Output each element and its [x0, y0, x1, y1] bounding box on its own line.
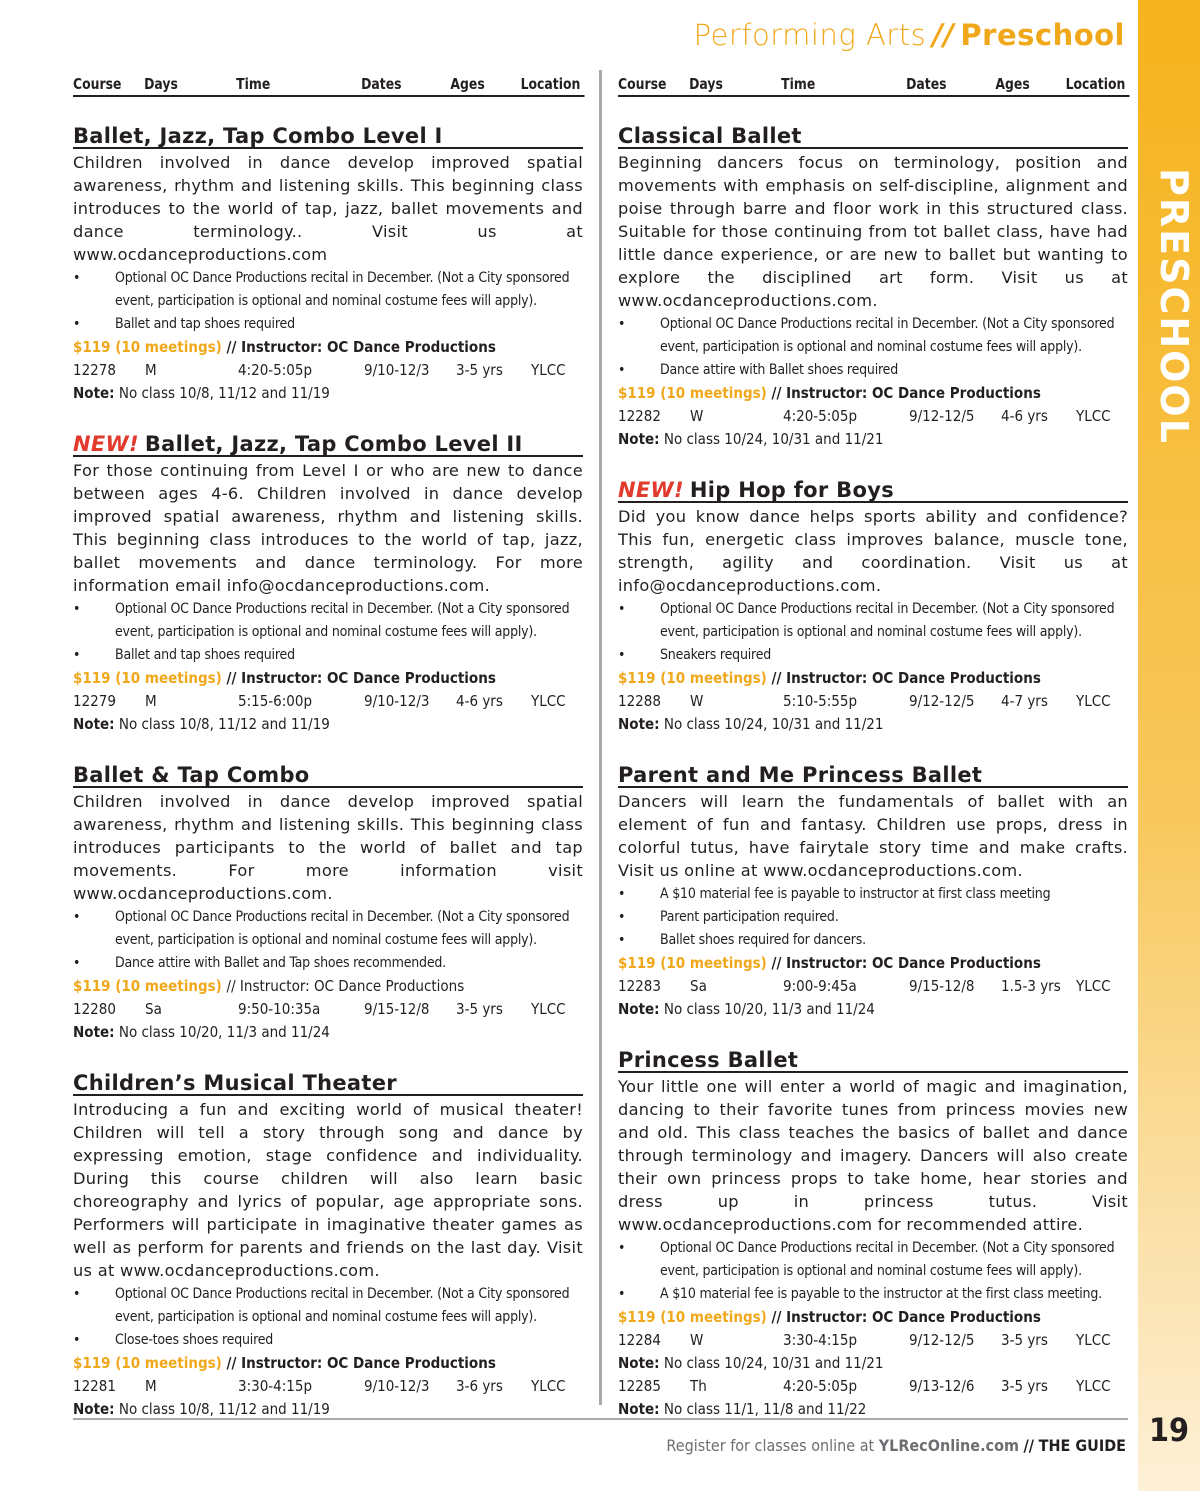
note-label: Note:	[618, 715, 660, 733]
price-line	[618, 667, 1128, 690]
note-text: No class 10/8, 11/12 and 11/19	[118, 384, 330, 402]
session-dates: 9/15-12/8	[364, 1000, 430, 1018]
course-number: 12278	[73, 361, 116, 379]
note-text: No class 10/20, 11/3 and 11/24	[118, 1023, 330, 1041]
instructor: // Instructor: OC Dance Productions	[226, 977, 465, 995]
note	[618, 998, 1128, 1021]
session-ages: 1.5-3 yrs	[1001, 977, 1061, 995]
bullet-item: • Optional OC Dance Productions recital in December. (Not a City sponsored event, participation is optional and nominal costume fees will apply).	[73, 267, 583, 313]
price: $119 (10 meetings)	[618, 384, 767, 402]
header-dates: Dates	[361, 75, 402, 93]
course-bullets	[73, 267, 583, 336]
note	[73, 1021, 583, 1044]
course-description: Children involved in dance develop improved spatial awareness, rhythm and listening skills. This beginning class introduces to the world of tap, jazz, ballet movements and dance terminology.. Visit us at www.ocdanceproductions.com	[73, 153, 583, 264]
session-location: YLCC	[1076, 977, 1111, 995]
session-location: YLCC	[531, 692, 566, 710]
session-row	[618, 690, 1128, 713]
price: $119 (10 meetings)	[618, 669, 767, 687]
course-number: 12288	[618, 692, 661, 710]
session-days: W	[690, 1331, 704, 1349]
note-text: No class 10/20, 11/3 and 11/24	[663, 1000, 875, 1018]
note	[618, 713, 1128, 736]
header-dates: Dates	[906, 75, 947, 93]
course-number: 12285	[618, 1377, 661, 1395]
price-line	[618, 382, 1128, 405]
instructor: // Instructor: OC Dance Productions	[226, 669, 496, 687]
section-subtitle: Preschool	[960, 18, 1125, 52]
price: $119 (10 meetings)	[618, 1308, 767, 1326]
course-bullets	[618, 883, 1128, 952]
session-row	[73, 1375, 583, 1398]
session-ages: 4-6 yrs	[1001, 407, 1048, 425]
course-title: Ballet & Tap Combo	[73, 764, 583, 788]
header-days: Days	[144, 75, 178, 93]
header-ages: Ages	[995, 75, 1030, 93]
bullet-item: • Dance attire with Ballet shoes required	[618, 359, 1128, 382]
bullet-item: • Dance attire with Ballet and Tap shoes recommended.	[73, 952, 583, 975]
course-title: Princess Ballet	[618, 1049, 1128, 1073]
note	[73, 382, 583, 405]
session-location: YLCC	[531, 1000, 566, 1018]
course-title-text: Ballet, Jazz, Tap Combo Level II	[144, 432, 523, 456]
bullet-item: • Optional OC Dance Productions recital in December. (Not a City sponsored event, participation is optional and nominal costume fees will apply).	[73, 598, 583, 644]
header-course: Course	[73, 75, 122, 93]
note-text: No class 10/8, 11/12 and 11/19	[118, 715, 330, 733]
session-dates: 9/12-12/5	[909, 692, 975, 710]
new-badge: NEW!	[73, 432, 139, 456]
session-days: M	[145, 1377, 157, 1395]
bullet-item: • A $10 material fee is payable to instructor at first class meeting	[618, 883, 1128, 906]
note-label: Note:	[73, 1400, 115, 1418]
left-column	[73, 70, 583, 1421]
header-days: Days	[689, 75, 723, 93]
course-title-text: Hip Hop for Boys	[689, 478, 894, 502]
session-ages: 4-7 yrs	[1001, 692, 1048, 710]
course-number: 12282	[618, 407, 661, 425]
course-block	[73, 1072, 583, 1421]
header-course: Course	[618, 75, 667, 93]
note-text: No class 10/8, 11/12 and 11/19	[118, 1400, 330, 1418]
bullet-item: • Ballet and tap shoes required	[73, 644, 583, 667]
course-number: 12280	[73, 1000, 116, 1018]
instructor: // Instructor: OC Dance Productions	[771, 954, 1041, 972]
course-description: Your little one will enter a world of magic and imagination, dancing to their favorite tunes from princess movies new and old. This class teaches the basics of ballet and dance through terminology and imagery. Dancers will also create their own princess props to take home, hear stories and dress up in princess tutus. Visit www.ocdanceproductions.com for recommended attire.	[618, 1077, 1128, 1234]
price: $119 (10 meetings)	[73, 669, 222, 687]
session-dates: 9/10-12/3	[364, 1377, 430, 1395]
note-label: Note:	[73, 1023, 115, 1041]
course-block	[73, 125, 583, 405]
bullet-item: • Optional OC Dance Productions recital in December. (Not a City sponsored event, participation is optional and nominal costume fees will apply).	[618, 313, 1128, 359]
price-line	[618, 952, 1128, 975]
course-description: Dancers will learn the fundamentals of ballet with an element of fun and fantasy. Children use props, dress in colorful tutus, have fairytale story time and make crafts. Visit us online at www.ocdanceproductions.com.	[618, 792, 1128, 880]
session-location: YLCC	[1076, 1377, 1111, 1395]
note-label: Note:	[618, 1400, 660, 1418]
session-time: 3:30-4:15p	[238, 1377, 313, 1395]
column-divider	[599, 70, 602, 1405]
section-header	[694, 18, 1125, 52]
header-time: Time	[781, 75, 816, 93]
price-line	[73, 336, 583, 359]
session-row	[618, 975, 1128, 998]
note	[618, 1352, 1128, 1375]
footer-separator: //	[1023, 1436, 1035, 1455]
course-block	[618, 125, 1128, 451]
course-title: Children’s Musical Theater	[73, 1072, 583, 1096]
price: $119 (10 meetings)	[618, 954, 767, 972]
session-time: 3:30-4:15p	[783, 1331, 858, 1349]
course-title	[73, 433, 583, 457]
course-number: 12283	[618, 977, 661, 995]
instructor: // Instructor: OC Dance Productions	[226, 1354, 496, 1372]
instructor: // Instructor: OC Dance Productions	[771, 669, 1041, 687]
header-ages: Ages	[450, 75, 485, 93]
course-description: Introducing a fun and exciting world of musical theater! Children will tell a story through song and dance by expressing emotion, stage confidence and individuality. During this course children will also learn basic choreography and lyrics of popular, age appropriate sons. Performers will participate in imaginative theater games as well as perform for parents and friends on the last day. Visit us at www.ocdanceproductions.com.	[73, 1100, 583, 1280]
bullet-item: • Optional OC Dance Productions recital in December. (Not a City sponsored event, participation is optional and nominal costume fees will apply).	[73, 1283, 583, 1329]
course-bullets	[618, 313, 1128, 382]
course-bullets	[73, 1283, 583, 1352]
course-description: For those continuing from Level I or who are new to dance between ages 4-6. Children involved in dance develop improved spatial awareness, rhythm and listening skills. This beginning class introduces to the world of tap, jazz, ballet movements and dance terminology. For more information email info@ocdanceproductions.com.	[73, 461, 583, 595]
session-location: YLCC	[531, 361, 566, 379]
session-time: 4:20-5:05p	[238, 361, 313, 379]
session-days: Sa	[690, 977, 707, 995]
note	[618, 428, 1128, 451]
course-block	[618, 764, 1128, 1021]
session-days: Sa	[145, 1000, 162, 1018]
footer-text: Register for classes online at	[666, 1436, 875, 1455]
note-text: No class 10/24, 10/31 and 11/21	[663, 715, 884, 733]
session-time: 4:20-5:05p	[783, 407, 858, 425]
session-location: YLCC	[1076, 407, 1111, 425]
session-row	[73, 998, 583, 1021]
footer-site-link[interactable]: YLRecOnline.com	[878, 1436, 1019, 1455]
price-line	[73, 667, 583, 690]
session-time: 5:10-5:55p	[783, 692, 858, 710]
note-label: Note:	[618, 1354, 660, 1372]
header-time: Time	[236, 75, 271, 93]
note-label: Note:	[618, 430, 660, 448]
session-days: Th	[690, 1377, 707, 1395]
note	[73, 713, 583, 736]
course-title: Ballet, Jazz, Tap Combo Level I	[73, 125, 583, 149]
session-dates: 9/15-12/8	[909, 977, 975, 995]
course-block	[73, 433, 583, 736]
course-title: Parent and Me Princess Ballet	[618, 764, 1128, 788]
session-ages: 3-5 yrs	[1001, 1377, 1048, 1395]
session-time: 5:15-6:00p	[238, 692, 313, 710]
session-location: YLCC	[1076, 1331, 1111, 1349]
session-dates: 9/12-12/5	[909, 1331, 975, 1349]
bullet-item: • Close-toes shoes required	[73, 1329, 583, 1352]
note-text: No class 10/24, 10/31 and 11/21	[663, 1354, 884, 1372]
bullet-item: • Optional OC Dance Productions recital in December. (Not a City sponsored event, participation is optional and nominal costume fees will apply).	[73, 906, 583, 952]
bullet-item: • Parent participation required.	[618, 906, 1128, 929]
course-number: 12284	[618, 1331, 661, 1349]
session-ages: 3-5 yrs	[456, 1000, 503, 1018]
note-label: Note:	[618, 1000, 660, 1018]
course-block	[618, 1049, 1128, 1421]
course-title	[618, 479, 1128, 503]
session-dates: 9/10-12/3	[364, 361, 430, 379]
course-bullets	[73, 906, 583, 975]
new-badge: NEW!	[618, 478, 684, 502]
right-column	[618, 70, 1128, 1421]
price: $119 (10 meetings)	[73, 1354, 222, 1372]
session-ages: 3-5 yrs	[456, 361, 503, 379]
course-bullets	[618, 598, 1128, 667]
instructor: // Instructor: OC Dance Productions	[226, 338, 496, 356]
session-dates: 9/10-12/3	[364, 692, 430, 710]
bullet-item: • Ballet and tap shoes required	[73, 313, 583, 336]
page-number: 19	[1148, 1411, 1190, 1449]
column-header	[618, 70, 1129, 97]
header-location: Location	[520, 75, 581, 93]
course-block	[618, 479, 1128, 736]
note-text: No class 11/1, 11/8 and 11/22	[663, 1400, 867, 1418]
bullet-item: • Optional OC Dance Productions recital in December. (Not a City sponsored event, participation is optional and nominal costume fees will apply).	[618, 1237, 1128, 1283]
bullet-item: • A $10 material fee is payable to the instructor at the first class meeting.	[618, 1283, 1128, 1306]
session-location: YLCC	[531, 1377, 566, 1395]
session-dates: 9/13-12/6	[909, 1377, 975, 1395]
header-location: Location	[1065, 75, 1126, 93]
course-description: Beginning dancers focus on terminology, position and movements with emphasis on self-discipline, alignment and poise through barre and floor work in this structured class. Suitable for those continuing from tot ballet class, have had little dance experience, or are new to ballet but wanting to explore the disciplined art form. Visit us at www.ocdanceproductions.com.	[618, 153, 1128, 310]
session-row	[73, 359, 583, 382]
note-label: Note:	[73, 384, 115, 402]
session-time: 9:00-9:45a	[783, 977, 857, 995]
section-title: Performing Arts	[693, 18, 927, 52]
column-header	[73, 70, 584, 97]
course-number: 12281	[73, 1377, 116, 1395]
session-dates: 9/12-12/5	[909, 407, 975, 425]
note-label: Note:	[73, 715, 115, 733]
session-time: 4:20-5:05p	[783, 1377, 858, 1395]
price-line	[73, 975, 583, 998]
course-title: Classical Ballet	[618, 125, 1128, 149]
bullet-item: • Optional OC Dance Productions recital in December. (Not a City sponsored event, participation is optional and nominal costume fees will apply).	[618, 598, 1128, 644]
session-days: W	[690, 692, 704, 710]
side-tab-label: PRESCHOOL	[1152, 168, 1196, 445]
price: $119 (10 meetings)	[73, 977, 222, 995]
price-line	[618, 1306, 1128, 1329]
session-location: YLCC	[1076, 692, 1111, 710]
session-days: M	[145, 361, 157, 379]
footer-guide: THE GUIDE	[1038, 1436, 1126, 1455]
course-number: 12279	[73, 692, 116, 710]
course-block	[73, 764, 583, 1044]
course-bullets	[73, 598, 583, 667]
session-time: 9:50-10:35a	[238, 1000, 321, 1018]
session-row	[618, 1375, 1128, 1398]
session-days: M	[145, 692, 157, 710]
footer-rule	[73, 1418, 1128, 1420]
side-tab	[1138, 0, 1200, 1491]
session-row	[618, 1329, 1128, 1352]
session-row	[618, 405, 1128, 428]
course-description: Children involved in dance develop improved spatial awareness, rhythm and listening skills. This beginning class introduces participants to the world of ballet and tap movements. For more information visit www.ocdanceproductions.com.	[73, 792, 583, 903]
course-bullets	[618, 1237, 1128, 1306]
bullet-item: • Ballet shoes required for dancers.	[618, 929, 1128, 952]
instructor: // Instructor: OC Dance Productions	[771, 384, 1041, 402]
session-row	[73, 690, 583, 713]
bullet-item: • Sneakers required	[618, 644, 1128, 667]
session-ages: 4-6 yrs	[456, 692, 503, 710]
footer	[666, 1436, 1126, 1455]
instructor: // Instructor: OC Dance Productions	[771, 1308, 1041, 1326]
session-ages: 3-6 yrs	[456, 1377, 503, 1395]
header-separator: //	[932, 18, 955, 52]
session-days: W	[690, 407, 704, 425]
course-description: Did you know dance helps sports ability and confidence? This fun, energetic class improves balance, muscle tone, strength, agility and coordination. Visit us at info@ocdanceproductions.com.	[618, 507, 1128, 595]
price-line	[73, 1352, 583, 1375]
session-ages: 3-5 yrs	[1001, 1331, 1048, 1349]
price: $119 (10 meetings)	[73, 338, 222, 356]
note-text: No class 10/24, 10/31 and 11/21	[663, 430, 884, 448]
